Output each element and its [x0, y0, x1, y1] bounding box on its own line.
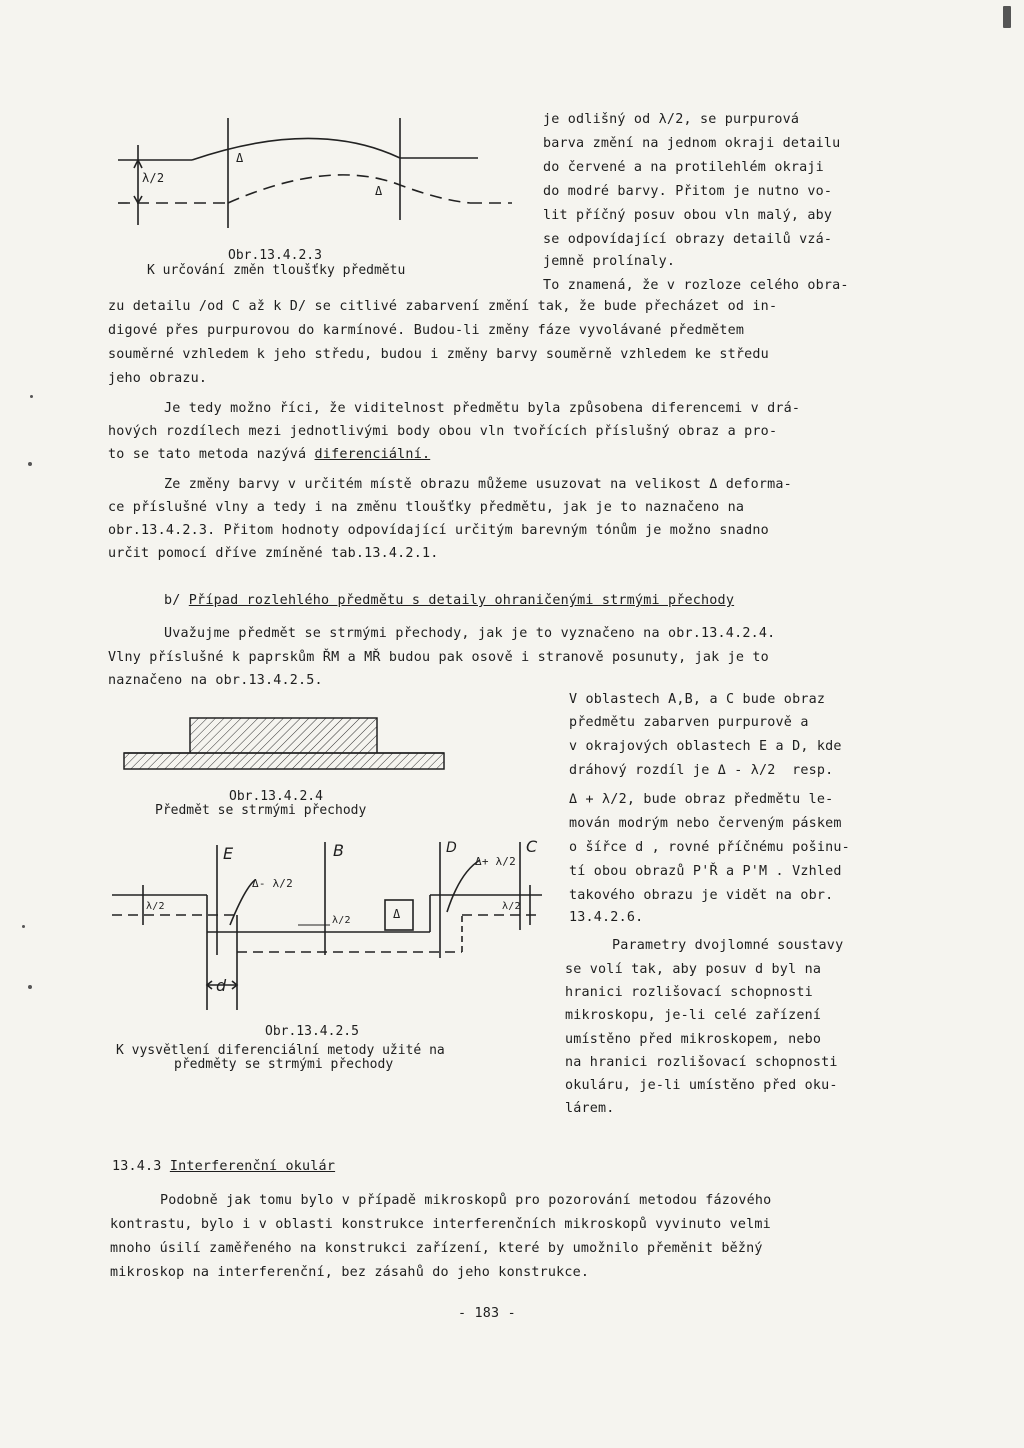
scan-mark [22, 925, 25, 928]
scan-mark [1003, 6, 1011, 28]
scan-mark [28, 462, 32, 466]
fig3-caption-line1: K vysvětlení diferenciální metody užité na [116, 1043, 445, 1058]
fig1-delta-label-bottom: Δ [375, 184, 383, 198]
fig3-label-D: D [446, 840, 457, 856]
fig3-label-delta-plus: Δ+ λ/2 [475, 855, 516, 868]
scan-mark [30, 395, 33, 398]
fig3-label-lambda-half-mid: λ/2 [332, 915, 351, 926]
fig3-label-delta: Δ [393, 907, 401, 921]
fig3-label-lambda-half-right: λ/2 [502, 901, 521, 912]
section-title: Interferenční okulár [169, 1159, 336, 1174]
fig3-caption-number: Obr.13.4.2.5 [265, 1024, 359, 1039]
fig1-delta-label-top: Δ [236, 151, 244, 165]
fig1-lambda-half-label: λ/2 [142, 171, 165, 185]
fig2-caption-text: Předmět se strmými přechody [155, 803, 367, 818]
fig3-label-d: d [216, 976, 227, 995]
fig3-label-B: B [333, 841, 345, 860]
document-page: λ/2 Δ Δ Obr.13.4.2.3 K určování změn tloušťky předmětu je odlišný od λ/2, se purpurová barva změní na jednom okraji detailu do červené a na protilehlém okraji do modré barvy. Přitom je nutno vo- lit příčný posuv obou vln malý, aby se odpovídající obrazy detailů vzá- jemně prolínaly. To znamená, že v rozloze celého obra- zu detailu /od C až k D/ se citlivé zabarvení změní tak, že bude přecházet od in- digové přes purpurovou do karmínové. Budou-li změny fáze vyvolávané předmětem souměrné vzhledem k jeho středu, budou i změny barvy souměrně vzhledem ke středu jeho obrazu. Je tedy možno říci, že viditelnost předmětu byla způsobena diferencemi v drá- hových rozdílech mezi jednotlivými body obou vln tvořících příslušný obraz a pro- to se tato metoda nazývá diferenciální. Ze změny barvy v určitém místě obrazu můžeme usuzovat na velikost Δ deforma- ce příslušné vlny a tedy i na změnu tloušťky předmětu, jak je to naznačeno na obr.13.4.2.3. Přitom hodnoty odpovídající určitým barevným tónům je možno snadno určit pomocí dříve zmíněné tab.13.4.2.1. b/ Případ rozlehlého předmětu s detaily ohraničenými strmými přechody Uvažujme předmět se strmými přechody, jak je to vyznačeno na obr.13.4.2.4. Vlny příslušné k paprskům ŘM a MŘ budou pak osově i stranově posunuty, jak je to naznačeno na obr.13.4.2.5. Obr.13.4.2.4 Předmět se strmými přechody E B D C Δ- λ/2 Δ+ λ/2 Δ λ/2 λ/2 λ/2 d Obr.13.4.2.5 K vysvětlení diferenciální metody užité na předměty se strmými přechody V oblastech A,B, a C bude obraz předmětu zabarven purpurově a v okrajových oblastech E a D, kde dráhový rozdíl je Δ - λ/2 resp. Δ + λ/2, bude obraz předmětu le- mován modrým nebo červeným páskem o šířce d , rovné příčnému pošinu- tí obou obrazů P'Ř a P'M . Vzhled takového obrazu je vidět na obr. 13.4.2.6. Parametry dvojlomné soustavy se volí tak, aby posuv d byl na hranici rozlišovací schopnosti mikroskopu, je-li celé zařízení umístěno před mikroskopem, nebo na hranici rozlišovací schopnosti okuláru, je-li umístěno před oku- lárem. 13.4.3 Interferenční okulár Podobně jak tomu bylo v případě mikroskopů pro pozorování metodou fázového kontrastu, bylo i v oblasti konstrukce interferenčních mikroskopů vyvinuto velmi mnoho úsilí zaměřeného na konstrukci zařízení, které by umožnilo přeměnit běžný mikroskop na interferenční, bez zásahů do jeho konstrukce. - 183 - [0, 0, 1024, 1448]
section-b-title: Případ rozlehlého předmětu s detaily ohraničenými strmými přechody [188, 593, 735, 608]
fig3-label-lambda-half-left: λ/2 [146, 901, 165, 912]
para3-last-line: to se tato metoda nazývá [108, 447, 315, 462]
fig3-caption-line2: předměty se strmými přechody [174, 1057, 394, 1072]
fig3-label-E: E [223, 844, 234, 863]
fig3-label-delta-minus: Δ- λ/2 [252, 877, 293, 890]
section-b-prefix: b/ [164, 593, 189, 608]
fig1-caption-number: Obr.13.4.2.3 [228, 248, 322, 263]
term-diferencialni: diferenciální. [314, 447, 431, 462]
fig1-caption-text: K určování změn tloušťky předmětu [147, 263, 406, 278]
fig3-label-C: C [526, 837, 538, 856]
section-13-4-3-heading [112, 1156, 335, 1178]
section-number: 13.4.3 [112, 1159, 162, 1174]
scan-mark [28, 985, 32, 989]
fig2-caption-number: Obr.13.4.2.4 [229, 789, 323, 804]
page-number: - 183 - [458, 1306, 516, 1321]
